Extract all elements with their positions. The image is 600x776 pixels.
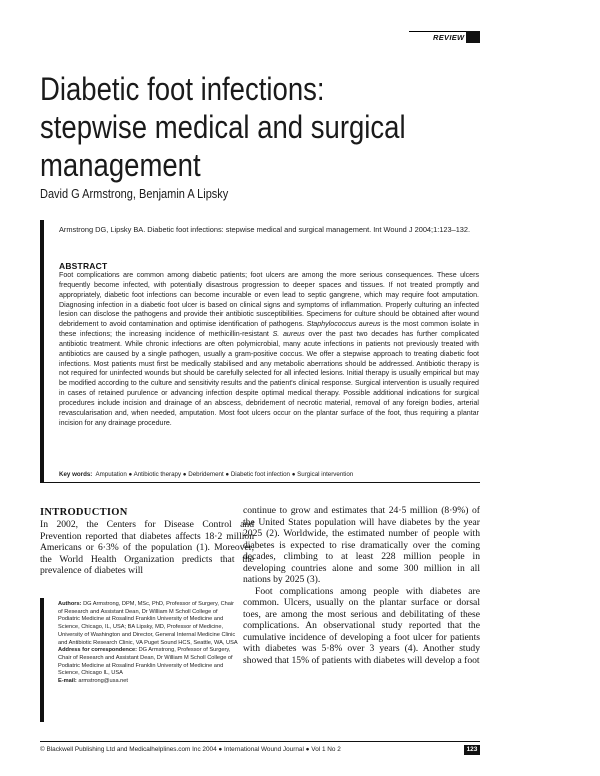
keywords: [59, 471, 479, 478]
introduction-column-2: [243, 505, 480, 666]
abstract-text: Foot complications are common among diabetic patients; foot ulcers are among the more serious consequences. These ulcers frequently become infected, with potentially disastrous progression to deeper spaces and tissues. If not treated promptly and appropriately, diabetic foot infections can become incurable or even lead to septic gangrene, which may require foot amputation. Diagnosing infection in a diabetic foot ulcer is based on clinical signs and symptoms of inflammation. Properly culturing an infected lesion can disclose the pathogens and provide their antibiotic susceptibilities. Specimens for culture should be obtained after wound debridement to avoid contamination and optimise identification of pathogens.: [59, 271, 479, 329]
affil-email-label: E-mail:: [58, 678, 77, 685]
affil-email-text[interactable]: armstrong@usa.net: [76, 678, 128, 685]
article-authors: David G Armstrong, Benjamin A Lipsky: [40, 187, 229, 201]
affiliations: [58, 601, 238, 686]
abstract-organism: S. aureus: [272, 330, 305, 339]
section-tag-block: [466, 31, 480, 43]
introduction-column-1: In 2002, the Centers for Disease Control and Prevention reported that diabetes affects 18·2 million Americans or 6·3% of the population (1). Moreover, the World Health Organization predicts that the prevalence of diabetes will: [40, 519, 254, 576]
affil-authors-label: Authors:: [58, 601, 82, 607]
paragraph: continue to grow and estimates that 24·5 million (8·9%) of the United States population will have diabetes by the year 2025 (2). Worldwide, the estimated number of people with diabetes is expected to rise dramatically over the coming decades, climbing to at least 228 million people in developing countries alone and some 300 million in all nations by 2025 (3).: [243, 505, 480, 585]
paragraph: Foot complications among people with diabetes are common. Ulcers, usually on the plantar surface or dorsal toes, are among the most serious and debilitating of these complications. An observational study reported that the cumulative incidence of developing a foot ulcer for patients with diabetes was 5·8% over 3 years (4). Another study showed that 15% of patients with diabetes will develop a foot: [243, 585, 480, 666]
affil-address-label: Address for correspondence:: [58, 647, 137, 654]
footer-text: © Blackwell Publishing Ltd and Medicalhelplines.com Inc 2004 ● International Wound Journal ● Vol 1 No 2: [40, 746, 341, 753]
affil-authors-text: DG Armstrong, DPM, MSc, PhD, Professor of Surgery, Chair of Research and Assistant Dean, Dr William M Scholl College of Podiatric Medicine at Rosalind Franklin University of Medicine and Science, Chicago, IL, USA; BA Lipsky, MD, Professor of Medicine, University of Washington and Director, General Internal Medicine Clinic and Antibiotic Research Clinic, VA Puget Sound HCS, Seattle, WA, USA: [58, 601, 238, 646]
abstract-text: is the most common isolate in these infections; the increasing incidence of methicillin-resistant: [59, 320, 479, 339]
abstract-body: [59, 271, 479, 429]
abstract-heading: ABSTRACT: [59, 261, 108, 271]
article-title: Diabetic foot infections: stepwise medical and surgical management: [40, 71, 406, 183]
introduction-heading: INTRODUCTION: [40, 507, 128, 518]
footer-rule: [40, 741, 480, 742]
keywords-list: Amputation ● Antibiotic therapy ● Debridement ● Diabetic foot infection ● Surgical intervention: [95, 471, 354, 478]
abstract-text: over the past two decades has further complicated antibiotic treatment. While chronic infections are often polymicrobial, many acute infections in patients not previously treated with antibiotics are caused by a single pathogen, usually a gram-positive coccus. We offer a stepwise approach to treating diabetic foot infections. Most patients must first be medically stabilised and any metabolic aberrations should be addressed. Antibiotic therapy is not required for uninfected wounds but should be carefully selected for all infected lesions. Initial therapy is usually empirical but may be modified according to the culture and sensitivity results and the patient's clinical response. Surgical intervention is usually required in cases of retained purulence or advancing infection despite optimal medical therapy. Possible additional indications for surgical procedures include incision and drainage of an abscess, debridement of necrotic material, removal of any foreign bodies, arterial revascularisation and, when needed, amputation. Most foot ulcers occur on the plantar surface of the foot, thus requiring a plantar incision for any drainage procedure.: [59, 330, 479, 427]
page-number: 123: [464, 745, 480, 755]
keywords-label: Key words:: [59, 471, 93, 478]
abstract-organism: Staphylococcus aureus: [306, 320, 381, 329]
affil-address-text: DG Armstrong, Professor of Surgery, Chair of Research and Assistant Dean, Dr William M Scholl College of Podiatric Medicine at Rosalind Franklin University of Medicine and Science, Chicago IL, USA: [58, 647, 233, 677]
citation: Armstrong DG, Lipsky BA. Diabetic foot infections: stepwise medical and surgical management. Int Wound J 2004;1:123–132.: [59, 225, 471, 234]
section-tag-label: REVIEW: [433, 33, 465, 42]
